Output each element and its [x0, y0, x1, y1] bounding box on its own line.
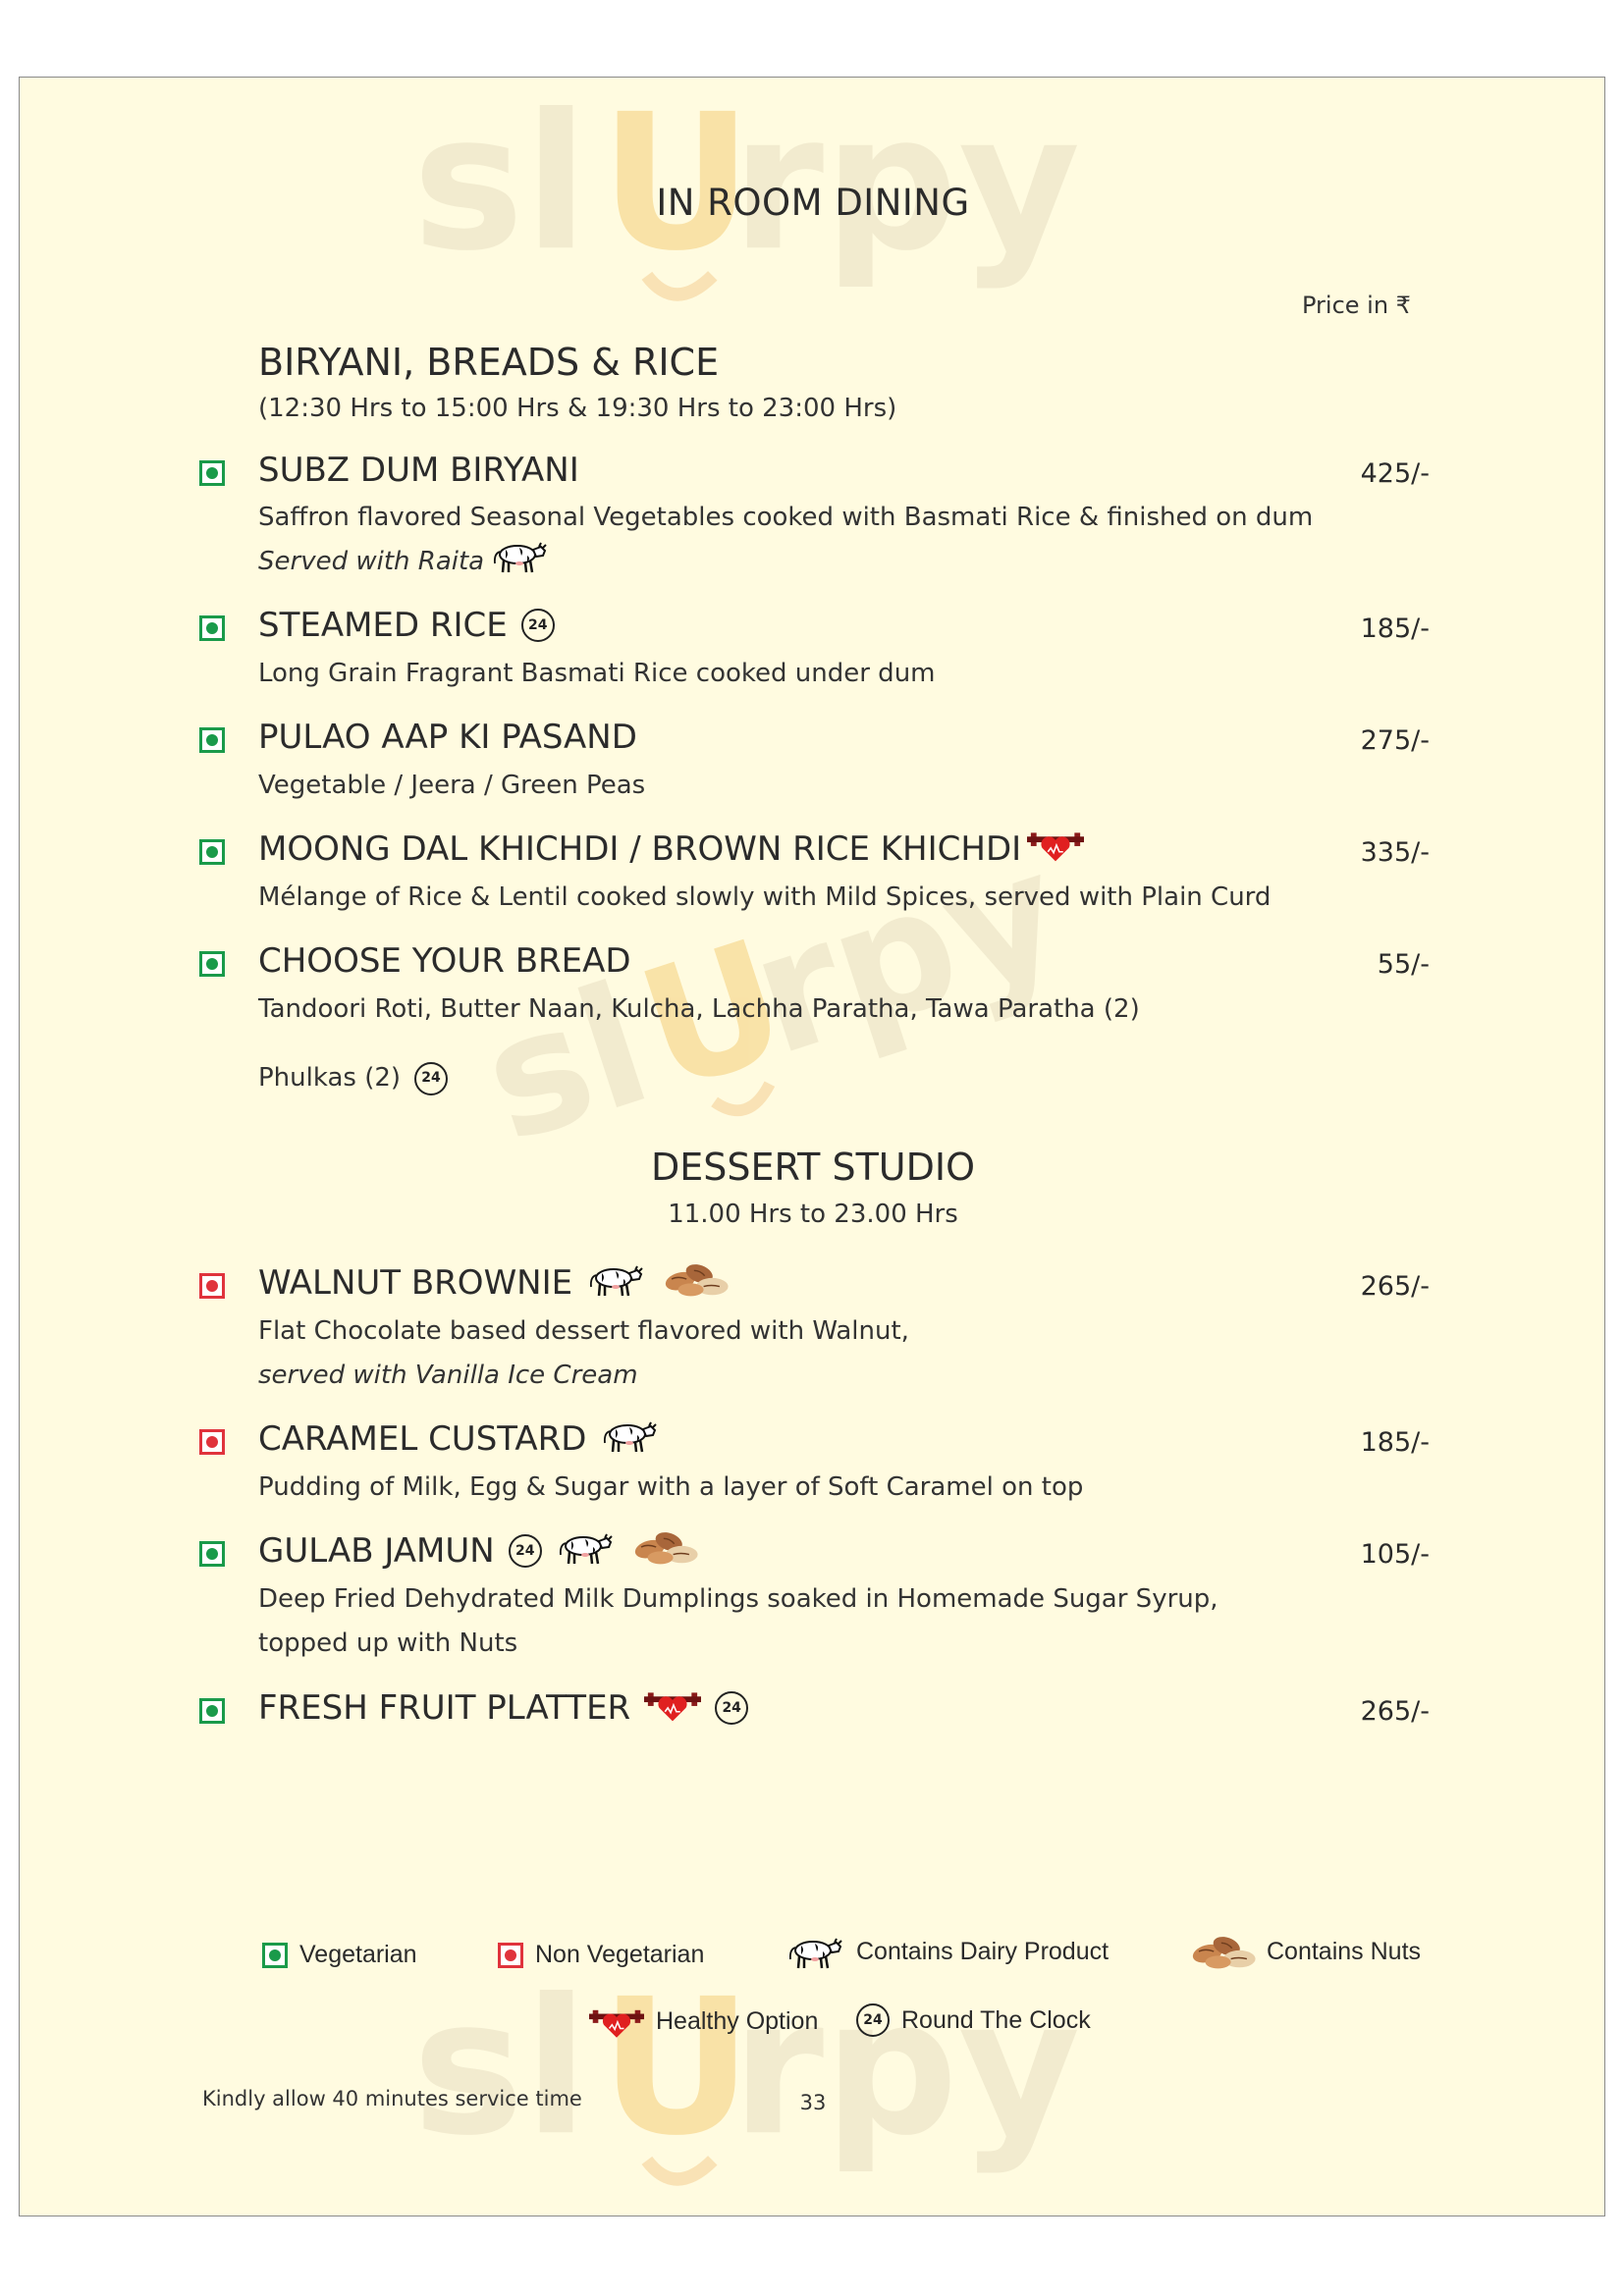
- dairy-icon: [785, 1931, 844, 1972]
- legend-healthy: Healthy Option: [589, 2002, 818, 2041]
- healthy-option-icon: [1027, 825, 1084, 864]
- dairy-icon: [586, 1258, 645, 1300]
- legend-nuts: Contains Nuts: [1186, 1929, 1421, 1974]
- service-time-note: Kindly allow 40 minutes service time: [202, 2087, 582, 2110]
- menu-item-price: 55/-: [1377, 949, 1430, 980]
- menu-item-price: 265/-: [1360, 1271, 1430, 1302]
- menu-item-name: FRESH FRUIT PLATTER 24: [258, 1688, 748, 1728]
- menu-item-price: 265/-: [1360, 1696, 1430, 1727]
- menu-item-extra: Phulkas (2) 24: [258, 1056, 448, 1100]
- dairy-icon: [600, 1415, 659, 1456]
- price-note: Price in ₹: [1302, 292, 1411, 319]
- veg-mark: [262, 1943, 288, 1968]
- non-veg-mark: [498, 1943, 523, 1968]
- menu-item-name: MOONG DAL KHICHDI / BROWN RICE KHICHDI: [258, 829, 1084, 869]
- section-hours-dessert: 11.00 Hrs to 23.00 Hrs: [668, 1200, 958, 1229]
- round-the-clock-icon: 24: [414, 1062, 448, 1095]
- menu-item-description-cont: topped up with Nuts: [258, 1629, 518, 1658]
- menu-item-note: Served with Raita: [258, 540, 549, 584]
- legend-non-vegetarian: Non Vegetarian: [498, 1941, 704, 1969]
- menu-item-description: Tandoori Roti, Butter Naan, Kulcha, Lachha Paratha, Tawa Paratha (2): [258, 994, 1140, 1024]
- menu-item-price: 185/-: [1360, 1427, 1430, 1458]
- menu-item-name: PULAO AAP KI PASAND: [258, 718, 637, 757]
- veg-mark: [199, 1698, 225, 1724]
- menu-item-name: WALNUT BROWNIE: [258, 1263, 733, 1303]
- round-the-clock-icon: 24: [856, 2003, 890, 2037]
- non-veg-mark: [199, 1273, 225, 1299]
- legend-vegetarian: Vegetarian: [262, 1941, 417, 1969]
- round-the-clock-icon: 24: [509, 1534, 542, 1568]
- menu-item-name: SUBZ DUM BIRYANI: [258, 451, 579, 490]
- menu-item-description: Vegetable / Jeera / Green Peas: [258, 771, 646, 800]
- menu-item-name: CHOOSE YOUR BREAD: [258, 941, 631, 981]
- legend-round-the-clock: 24 Round The Clock: [856, 2003, 1091, 2037]
- nuts-icon: [628, 1525, 703, 1569]
- section-hours-biryani: (12:30 Hrs to 15:00 Hrs & 19:30 Hrs to 23:00 Hrs): [258, 394, 897, 423]
- healthy-option-icon: [644, 1684, 701, 1724]
- menu-item-description: Long Grain Fragrant Basmati Rice cooked under dum: [258, 659, 936, 688]
- veg-mark: [199, 615, 225, 641]
- menu-item-price: 335/-: [1360, 837, 1430, 868]
- round-the-clock-icon: 24: [715, 1691, 748, 1725]
- page-title: IN ROOM DINING: [656, 182, 970, 224]
- menu-item-description: Deep Fried Dehydrated Milk Dumplings soaked in Homemade Sugar Syrup,: [258, 1584, 1218, 1614]
- menu-item-name: STEAMED RICE 24: [258, 606, 555, 645]
- menu-item-name: CARAMEL CUSTARD: [258, 1419, 659, 1459]
- legend-dairy: Contains Dairy Product: [785, 1931, 1109, 1972]
- menu-item-name: GULAB JAMUN 24: [258, 1531, 703, 1571]
- nuts-icon: [1186, 1929, 1261, 1974]
- section-heading-biryani: BIRYANI, BREADS & RICE: [258, 341, 720, 384]
- menu-item-price: 425/-: [1360, 458, 1430, 489]
- veg-mark: [199, 1541, 225, 1567]
- dairy-icon: [490, 535, 549, 576]
- veg-mark: [199, 460, 225, 486]
- veg-mark: [199, 727, 225, 753]
- menu-item-price: 275/-: [1360, 725, 1430, 756]
- menu-item-description: Pudding of Milk, Egg & Sugar with a layer of Soft Caramel on top: [258, 1472, 1084, 1502]
- menu-item-note: served with Vanilla Ice Cream: [258, 1361, 638, 1390]
- menu-item-description: Mélange of Rice & Lentil cooked slowly with Mild Spices, served with Plain Curd: [258, 882, 1272, 912]
- menu-item-description: Saffron flavored Seasonal Vegetables cooked with Basmati Rice & finished on dum: [258, 503, 1314, 532]
- menu-page: [19, 77, 1605, 2216]
- veg-mark: [199, 839, 225, 865]
- menu-item-price: 105/-: [1360, 1539, 1430, 1570]
- menu-item-description: Flat Chocolate based dessert flavored with Walnut,: [258, 1316, 909, 1346]
- non-veg-mark: [199, 1429, 225, 1455]
- menu-item-price: 185/-: [1360, 614, 1430, 644]
- page-number: 33: [799, 2091, 827, 2114]
- healthy-option-icon: [589, 2002, 644, 2041]
- dairy-icon: [556, 1526, 615, 1568]
- nuts-icon: [659, 1257, 733, 1301]
- round-the-clock-icon: 24: [521, 609, 555, 642]
- section-heading-dessert: DESSERT STUDIO: [651, 1146, 975, 1189]
- veg-mark: [199, 951, 225, 977]
